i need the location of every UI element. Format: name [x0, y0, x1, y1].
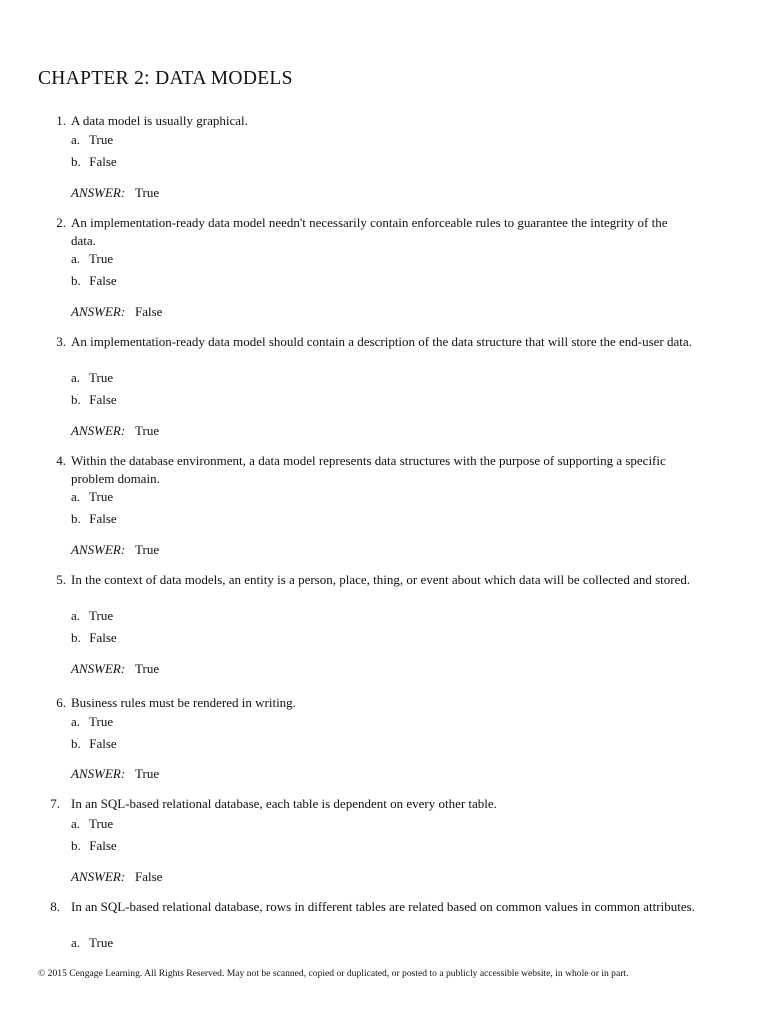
answer-value: True [135, 766, 160, 781]
option-letter: a. [71, 608, 81, 623]
question-text: An implementation-ready data model needn't necessarily contain enforceable rules to guarantee the integrity of the data. [71, 215, 668, 248]
question-text: Business rules must be rendered in writing. [71, 695, 296, 710]
option-label: True [89, 489, 114, 504]
option-letter: b. [71, 392, 81, 407]
answer-label: ANSWER: [71, 423, 126, 438]
question-number: 4. [56, 453, 66, 468]
question-number: 6. [56, 695, 66, 710]
option-a [71, 369, 113, 387]
option-b [71, 153, 117, 171]
answer [71, 868, 162, 886]
answer-label: ANSWER: [71, 304, 126, 319]
answer-value: True [135, 661, 160, 676]
answer-value: True [135, 185, 160, 200]
option-label: False [89, 838, 117, 853]
answer [71, 184, 159, 202]
option-letter: a. [71, 714, 81, 729]
option-letter: a. [71, 489, 81, 504]
option-label: False [89, 511, 117, 526]
option-b [71, 391, 117, 409]
question-text: In the context of data models, an entity is a person, place, thing, or event about which data will be collected and stored. [71, 572, 691, 587]
page-title: CHAPTER 2: DATA MODELS [38, 68, 293, 89]
option-b [71, 837, 117, 855]
option-a [71, 815, 113, 833]
question-number: 2. [56, 215, 66, 230]
answer [71, 660, 159, 678]
question-text: In an SQL-based relational database, each table is dependent on every other table. [71, 796, 497, 811]
question-text: An implementation-ready data model should contain a description of the data structure that will store the end-user data. [71, 334, 692, 349]
option-letter: a. [71, 935, 81, 950]
option-label: True [89, 714, 114, 729]
option-letter: a. [71, 816, 81, 831]
answer-value: False [135, 869, 163, 884]
option-label: False [89, 154, 117, 169]
question-number: 5. [56, 572, 66, 587]
option-b [71, 510, 117, 528]
option-letter: a. [71, 132, 81, 147]
answer-label: ANSWER: [71, 185, 126, 200]
option-b [71, 735, 117, 753]
answer-value: False [135, 304, 163, 319]
option-label: True [89, 251, 114, 266]
option-letter: b. [71, 736, 81, 751]
option-a [71, 488, 113, 506]
option-letter: b. [71, 630, 81, 645]
answer [71, 422, 159, 440]
answer [71, 303, 162, 321]
option-label: False [89, 736, 117, 751]
option-label: True [89, 132, 114, 147]
answer-label: ANSWER: [71, 661, 126, 676]
option-b [71, 272, 117, 290]
option-a [71, 607, 113, 625]
option-a [71, 131, 113, 149]
question-text: Within the database environment, a data model represents data structures with the purpose of supporting a specific problem domain. [71, 453, 666, 486]
question-text: A data model is usually graphical. [71, 113, 248, 128]
answer [71, 541, 159, 559]
answer-value: True [135, 542, 160, 557]
option-a [71, 713, 113, 731]
option-a [71, 250, 113, 268]
option-label: False [89, 392, 117, 407]
question-number: 1. [56, 113, 66, 128]
option-label: True [89, 608, 114, 623]
answer-value: True [135, 423, 160, 438]
answer [71, 765, 159, 783]
question-number: 7. [50, 796, 60, 811]
question-text: In an SQL-based relational database, rows in different tables are related based on common values in common attributes. [71, 899, 695, 914]
option-letter: a. [71, 370, 81, 385]
answer-label: ANSWER: [71, 542, 126, 557]
option-letter: b. [71, 838, 81, 853]
answer-label: ANSWER: [71, 869, 126, 884]
option-label: True [89, 935, 114, 950]
option-letter: a. [71, 251, 81, 266]
question-number: 3. [56, 334, 66, 349]
option-label: False [89, 273, 117, 288]
option-b [71, 629, 117, 647]
option-letter: b. [71, 273, 81, 288]
option-label: True [89, 370, 114, 385]
question-number: 8. [50, 899, 60, 914]
option-label: False [89, 630, 117, 645]
copyright-footer: © 2015 Cengage Learning. All Rights Reserved. May not be scanned, copied or duplicated, or posted to a publicly accessible website, in whole or in part. [38, 968, 629, 979]
option-label: True [89, 816, 114, 831]
option-letter: b. [71, 154, 81, 169]
option-a [71, 934, 113, 952]
answer-label: ANSWER: [71, 766, 126, 781]
option-letter: b. [71, 511, 81, 526]
